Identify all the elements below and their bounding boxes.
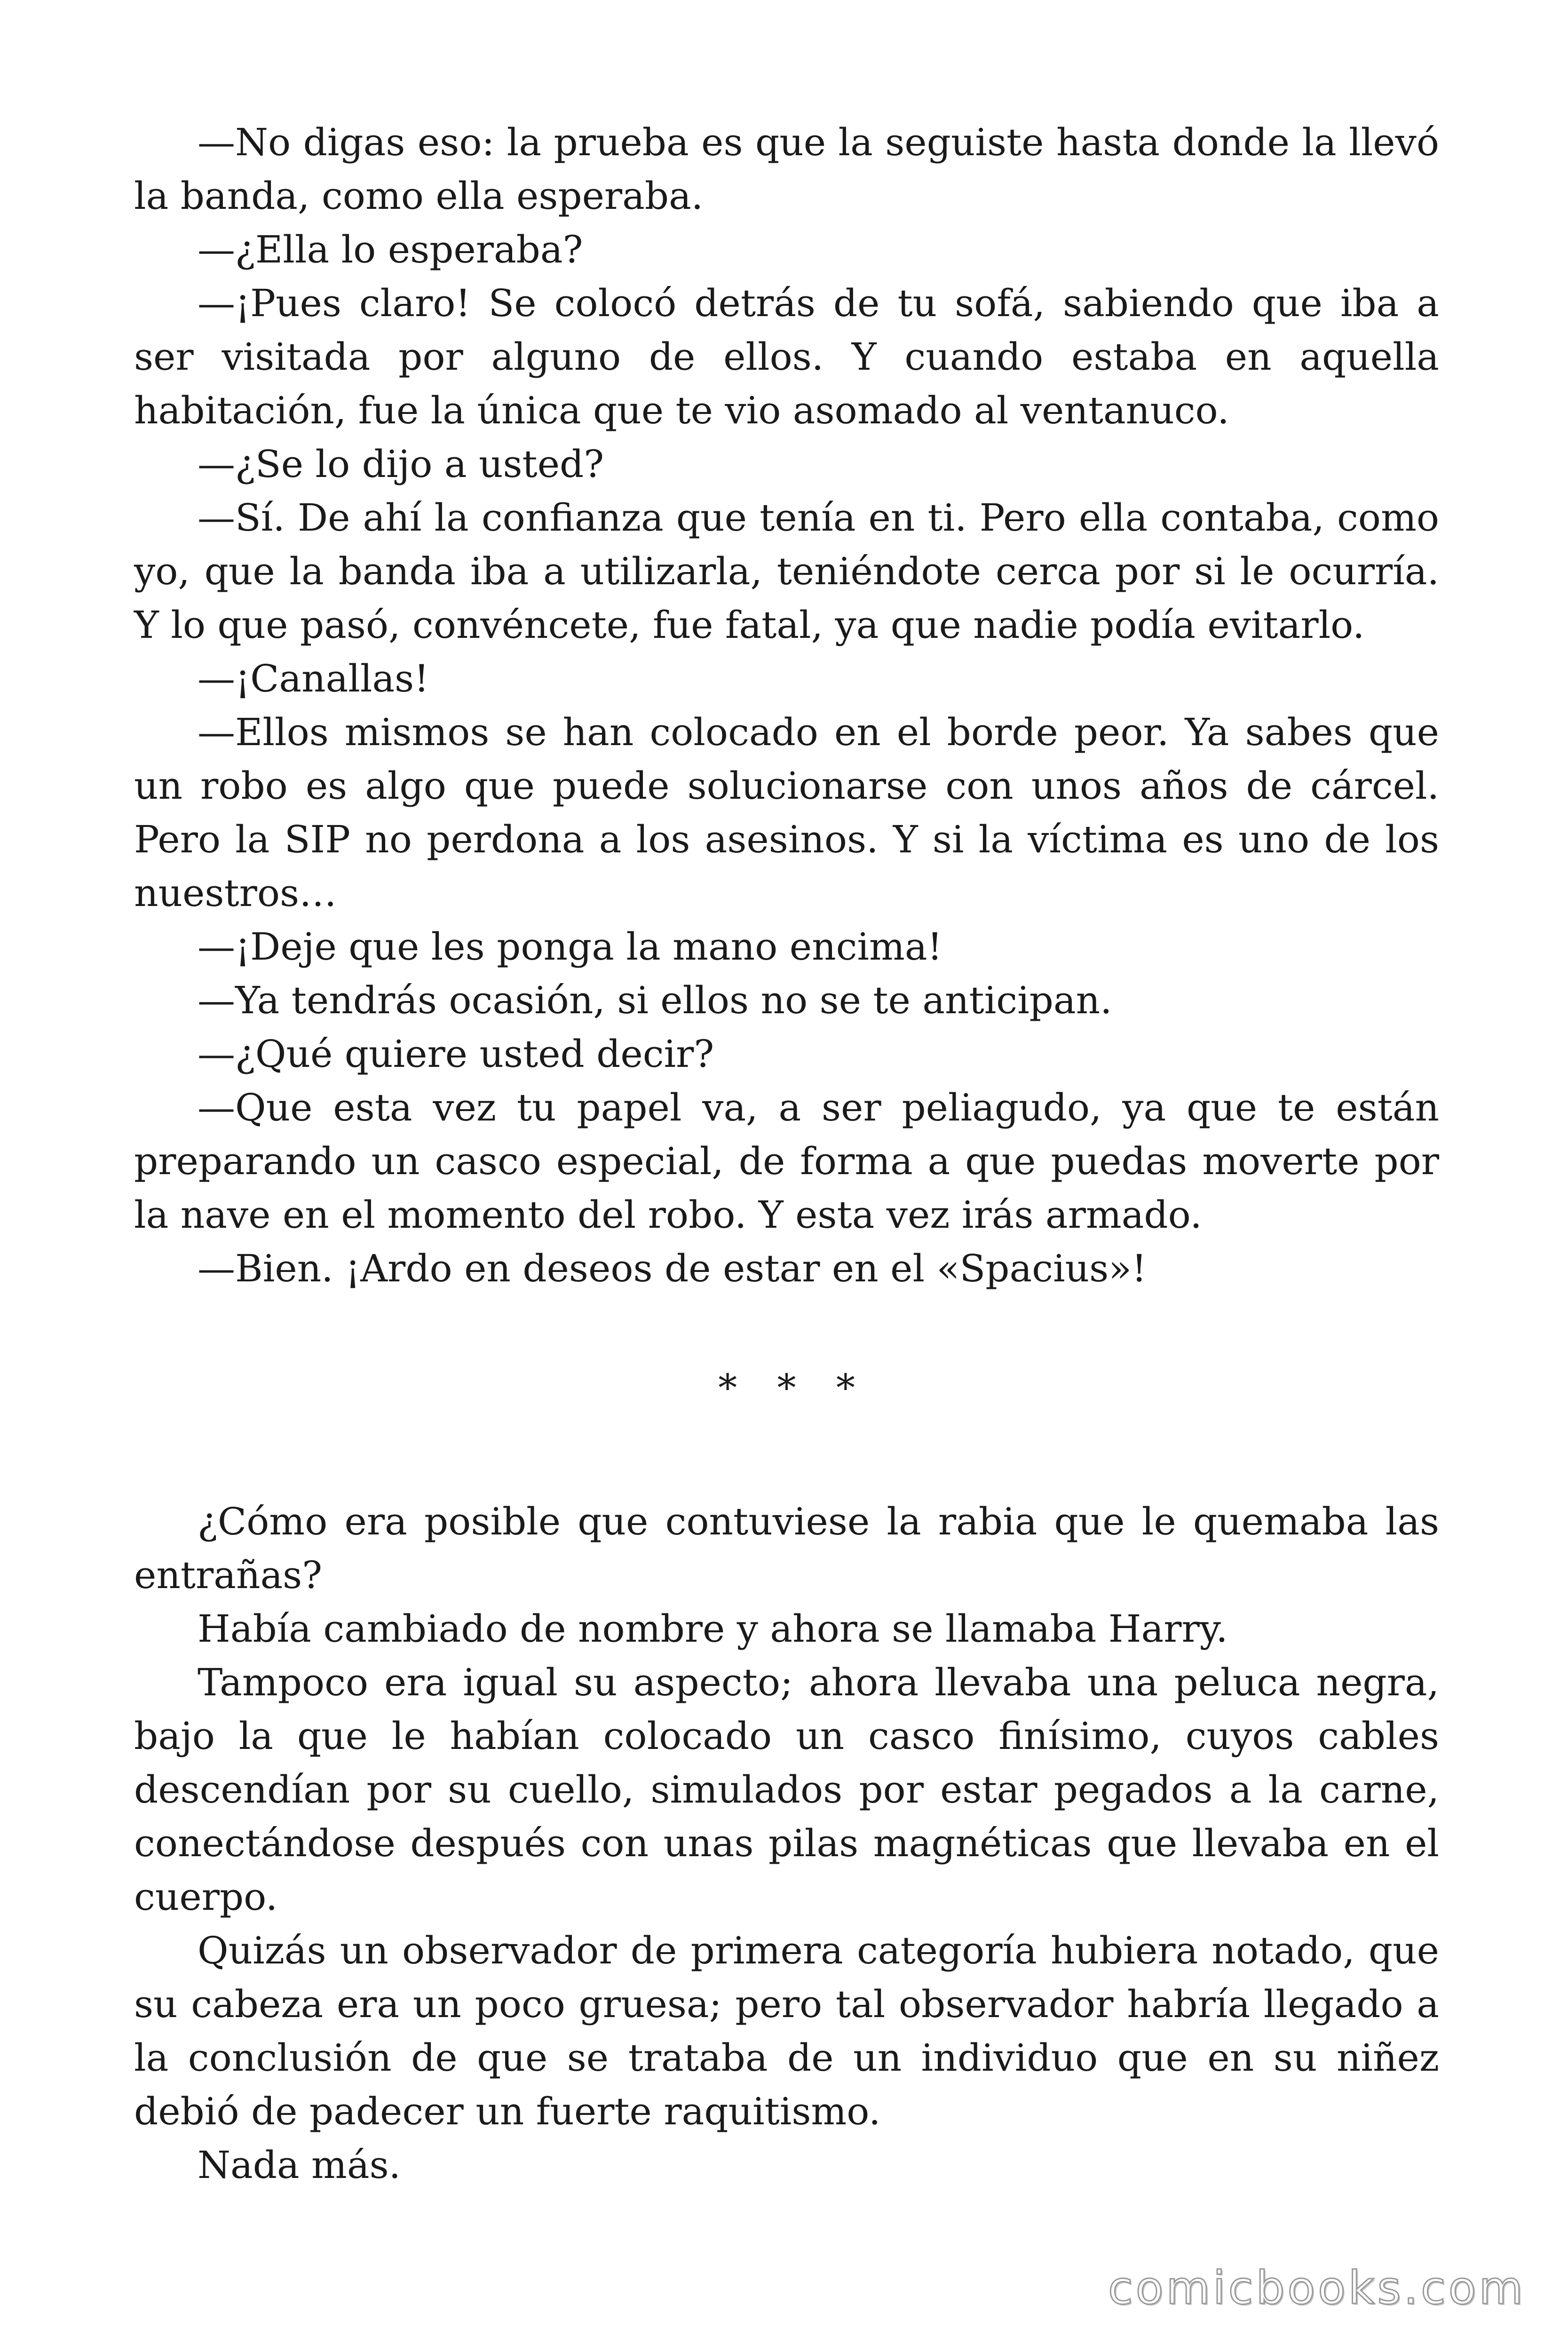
paragraph: ¿Cómo era posible que contuviese la rabia que le quemaba las entrañas? bbox=[134, 1500, 1439, 1597]
paragraph: —¡Deje que les ponga la mano encima! bbox=[198, 925, 942, 969]
scene-break: * * * bbox=[718, 1366, 869, 1410]
paragraph: Nada más. bbox=[198, 2143, 401, 2187]
paragraph: —¿Qué quiere usted decir? bbox=[198, 1032, 714, 1076]
paragraph: —¿Se lo dijo a usted? bbox=[198, 442, 604, 486]
paragraph: —Bien. ¡Ardo en deseos de estar en el «Spacius»! bbox=[198, 1247, 1147, 1290]
paragraph: —¡Canallas! bbox=[198, 657, 429, 700]
paragraph: Quizás un observador de primera categoría hubiera notado, que su cabeza era un poco gruesa; pero tal observador habría llegado a la conclusión de que se trataba de un individuo que en su niñez debió de padecer un fuerte raquitismo. bbox=[134, 1929, 1439, 2133]
paragraph: —Ya tendrás ocasión, si ellos no se te anticipan. bbox=[198, 978, 1112, 1022]
page-text bbox=[134, 116, 1439, 2192]
paragraph: Había cambiado de nombre y ahora se llamaba Harry. bbox=[198, 1607, 1228, 1651]
paragraph: Tampoco era igual su aspecto; ahora llevaba una peluca negra, bajo la que le habían colocado un casco finísimo, cuyos cables descendían por su cuello, simulados por estar pegados a la carne, conectándose después con unas pilas magnéticas que llevaba en el cuerpo. bbox=[134, 1661, 1439, 1919]
paragraph: —¿Ella lo esperaba? bbox=[198, 228, 583, 271]
paragraph: —¡Pues claro! Se colocó detrás de tu sofá, sabiendo que iba a ser visitada por alguno de ellos. Y cuando estaba en aquella habitación, fue la única que te vio asomado al ventanuco. bbox=[134, 281, 1439, 432]
paragraph: —Ellos mismos se han colocado en el borde peor. Ya sabes que un robo es algo que puede solucionarse con unos años de cárcel. Pero la SIP no perdona a los asesinos. Y si la víctima es uno de los nuestros… bbox=[134, 710, 1439, 915]
paragraph: —Que esta vez tu papel va, a ser peliagudo, ya que te están preparando un casco especial, de forma a que puedas moverte por la nave en el momento del robo. Y esta vez irás armado. bbox=[134, 1086, 1439, 1237]
paragraph: —No digas eso: la prueba es que la seguiste hasta donde la llevó la banda, como ella esperaba. bbox=[134, 120, 1439, 218]
watermark: comicbooks.com bbox=[1108, 2262, 1526, 2314]
paragraph: —Sí. De ahí la confianza que tenía en ti. Pero ella contaba, como yo, que la banda iba a utilizarla, teniéndote cerca por si le ocurría. Y lo que pasó, convéncete, fue fatal, ya que nadie podía evitarlo. bbox=[134, 496, 1439, 647]
